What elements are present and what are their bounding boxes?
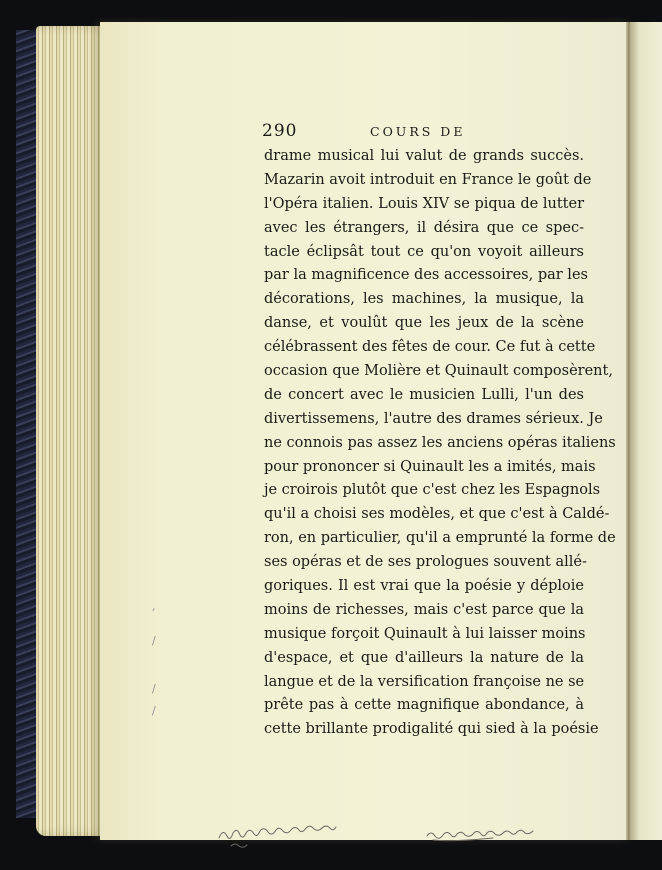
text-line: goriques. Il est vrai que la poésie y déploie bbox=[264, 578, 584, 595]
text-line: pour prononcer si Quinault les a imités, mais bbox=[264, 458, 596, 475]
page-number: 290 bbox=[262, 121, 298, 141]
text-line: moins de richesses, mais c'est parce que la bbox=[264, 601, 584, 618]
text-line: langue et de la versification françoise ne se bbox=[264, 673, 585, 690]
running-head: COURS DE bbox=[370, 124, 466, 139]
pencil-mark: / bbox=[152, 682, 156, 695]
text-line: Mazarin avoit introduit en France le goût de bbox=[264, 171, 592, 188]
pencil-mark: , bbox=[152, 600, 156, 613]
text-line: drame musical lui valut de grands succès. bbox=[264, 148, 584, 164]
text-line: divertissemens, l'autre des drames sérieux. Je bbox=[264, 410, 603, 427]
text-line: qu'il a choisi ses modèles, et que c'est à Caldé- bbox=[264, 506, 610, 523]
page-header bbox=[262, 121, 592, 143]
text-line: ne connois pas assez les anciens opéras italiens bbox=[264, 434, 616, 451]
text-line: prête pas à cette magnifique abondance, à bbox=[264, 697, 584, 714]
text-line: célébrassent des fêtes de cour. Ce fut à cette bbox=[264, 339, 596, 356]
text-line: ses opéras et de ses prologues souvent allé- bbox=[264, 554, 587, 571]
text-line: avec les étrangers, il désira que ce spec- bbox=[264, 219, 584, 236]
text-line: d'espace, et que d'ailleurs la nature de la bbox=[264, 649, 584, 666]
pencil-mark: / bbox=[152, 634, 156, 647]
handwritten-annotation bbox=[215, 818, 595, 854]
text-line: musique forçoit Quinault à lui laisser moins bbox=[264, 625, 586, 642]
text-line: par la magnificence des accessoires, par les bbox=[264, 267, 588, 284]
text-line: cette brillante prodigalité qui sied à la poésie bbox=[264, 721, 599, 738]
body-text bbox=[264, 145, 616, 742]
text-line: l'Opéra italien. Louis XIV se piqua de lutter bbox=[264, 195, 584, 212]
text-line: de concert avec le musicien Lulli, l'un des bbox=[264, 386, 584, 403]
text-line: occasion que Molière et Quinault composèrent, bbox=[264, 363, 613, 380]
margin-pencil-marks bbox=[152, 600, 164, 720]
text-line: ron, en particulier, qu'il a emprunté la forme de bbox=[264, 530, 616, 547]
text-line: danse, et voulût que les jeux de la scène bbox=[264, 315, 584, 332]
text-line: tacle éclipsât tout ce qu'on voyoit ailleurs bbox=[264, 243, 584, 260]
facing-page-edge bbox=[630, 22, 662, 840]
text-line: je croirois plutôt que c'est chez les Espagnols bbox=[264, 482, 601, 499]
pencil-mark: / bbox=[152, 704, 156, 717]
text-line: décorations, les machines, la musique, la bbox=[264, 291, 584, 308]
